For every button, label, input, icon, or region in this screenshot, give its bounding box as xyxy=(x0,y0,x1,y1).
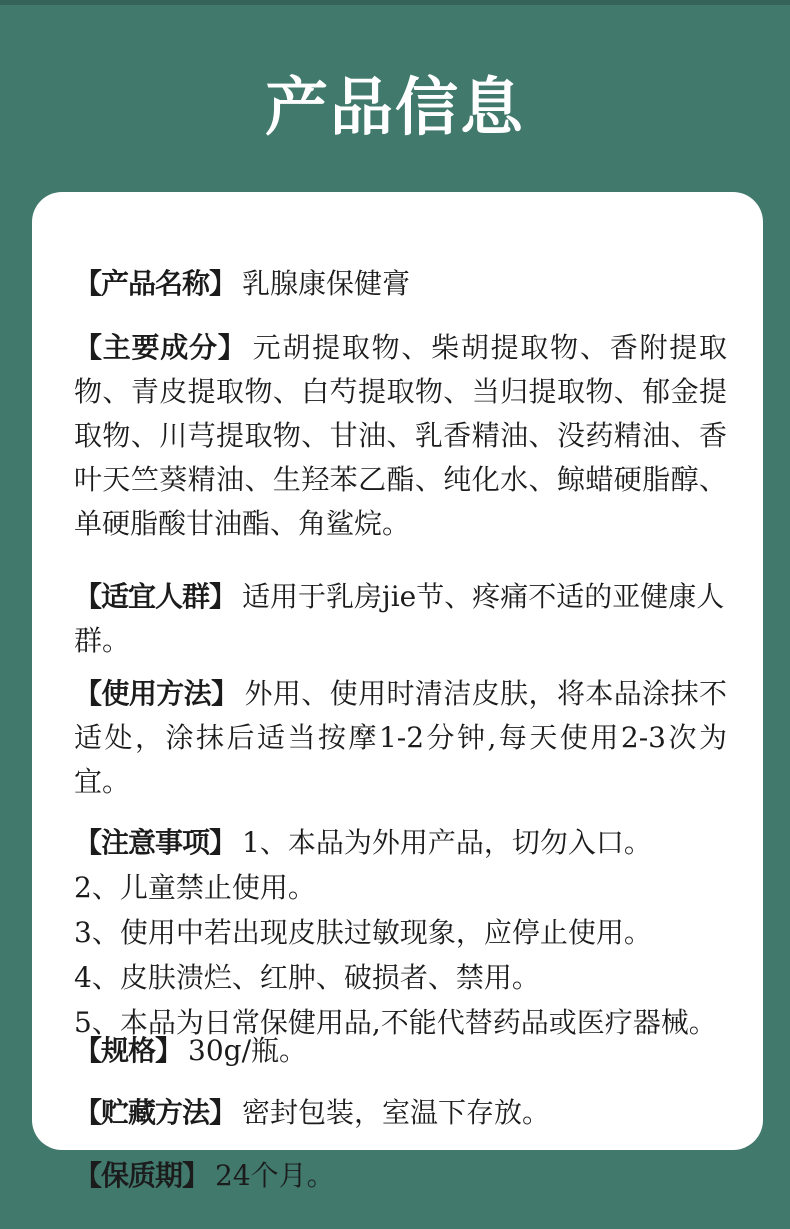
section-text-ingredients: 元胡提取物、柴胡提取物、香附提取物、青皮提取物、白芍提取物、当归提取物、郁金提取物、川芎提取物、甘油、乳香精油、没药精油、香叶天竺葵精油、生羟苯乙酯、纯化水、鲸蜡硬脂醇、单硬脂酸甘油酯、角鲨烷。 xyxy=(74,331,727,540)
section-label-storage-method: 【贮藏方法】 xyxy=(74,1096,237,1129)
section-text-suitable-people: 适用于乳房jie节、疼痛不适的亚健康人群。 xyxy=(74,580,725,657)
section-text-usage-method: 外用、使用时清洁皮肤，将本品涂抹不适处，涂抹后适当按摩1-2分钟,每天使用2-3次为宜。 xyxy=(74,677,727,798)
section-precautions xyxy=(74,820,727,1045)
section-label-specification: 【规格】 xyxy=(74,1034,183,1067)
precaution-text-1: 1、本品为外用产品，切勿入口。 xyxy=(242,826,652,859)
section-text-shelf-life: 24个月。 xyxy=(215,1159,335,1192)
precaution-item-3: 3、使用中若出现皮肤过敏现象，应停止使用。 xyxy=(74,916,652,949)
section-shelf-life xyxy=(74,1154,727,1198)
section-suitable-people xyxy=(74,575,727,663)
section-ingredients xyxy=(74,326,727,546)
precaution-item-4: 4、皮肤溃烂、红肿、破损者、禁用。 xyxy=(74,961,540,994)
section-usage-method xyxy=(74,672,727,804)
section-label-shelf-life: 【保质期】 xyxy=(74,1159,210,1192)
section-label-usage-method: 【使用方法】 xyxy=(74,677,239,710)
section-text-storage-method: 密封包装，室温下存放。 xyxy=(242,1096,551,1129)
section-label-precautions: 【注意事项】 xyxy=(74,826,237,859)
section-label-ingredients: 【主要成分】 xyxy=(74,331,247,364)
page-title: 产品信息 xyxy=(265,70,525,144)
precaution-item-1 xyxy=(74,820,727,865)
precaution-item-2: 2、儿童禁止使用。 xyxy=(74,871,316,904)
section-product-name xyxy=(74,262,727,306)
section-text-product-name: 乳腺康保健膏 xyxy=(242,267,411,300)
section-text-specification: 30g/瓶。 xyxy=(188,1034,308,1067)
top-shade-strip xyxy=(0,0,790,5)
section-label-suitable-people: 【适宜人群】 xyxy=(74,580,237,613)
section-label-product-name: 【产品名称】 xyxy=(74,267,237,300)
precaution-item-5: 5、本品为日常保健用品,不能代替药品或医疗器械。 xyxy=(74,1006,717,1039)
section-storage-method xyxy=(74,1091,727,1135)
product-info-card xyxy=(32,192,763,1192)
